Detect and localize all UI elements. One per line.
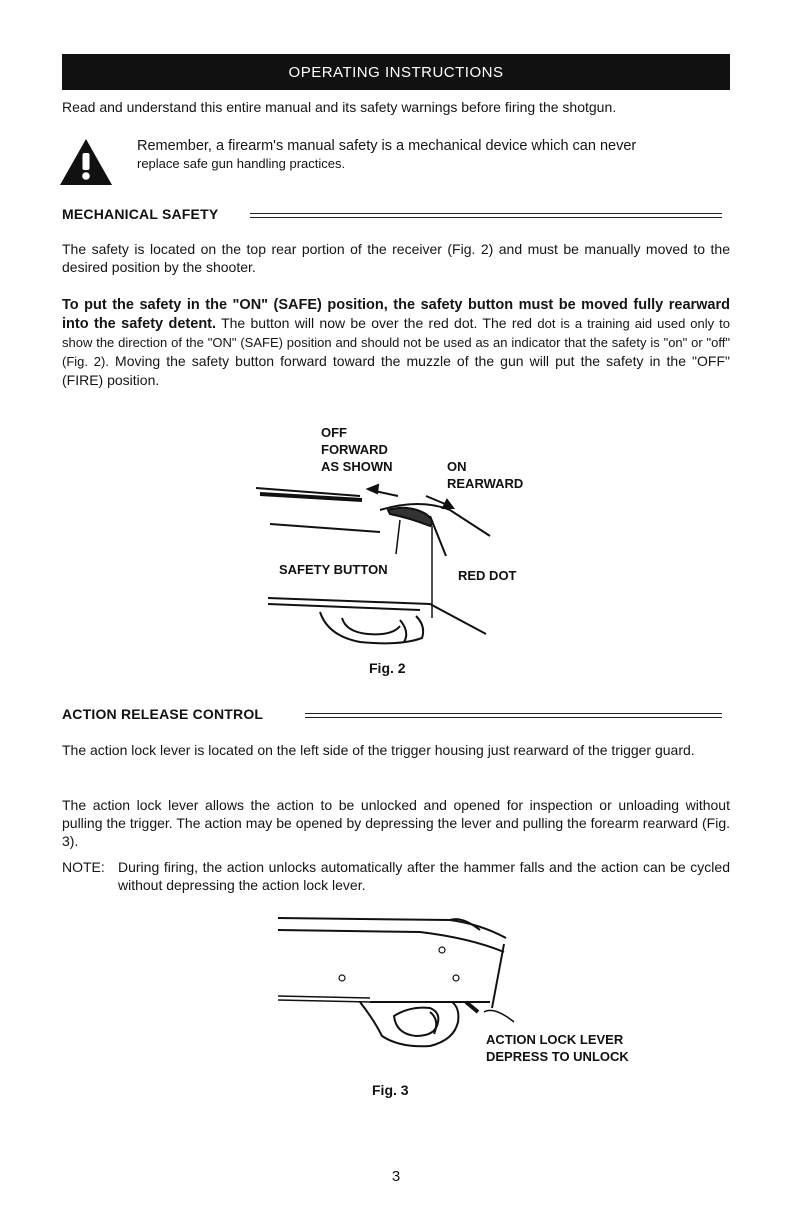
fig2-label-as-shown: AS SHOWN [321,459,393,474]
training-aid-text: dot is a training aid used only to show the direction of the "ON" (SAFE) position and should not be used as an indicator that the safety is "on" or "off" (Fig. 2). [62,316,731,369]
fig3-label-action-lock-lever: ACTION LOCK LEVER [486,1032,624,1047]
page-title-banner: OPERATING INSTRUCTIONS [62,54,730,90]
fig2-safety-illustration [250,470,550,650]
fig2-label-rearward: REARWARD [447,476,524,491]
fig2-label-forward: FORWARD [321,442,388,457]
fig2-label-red-dot: RED DOT [458,568,517,583]
action-release-paragraph-2: The action lock lever allows the action to be unlocked and opened for inspection or unloading without pulling the trigger. The action may be opened by depressing the lever and pulling the forearm rearward (Fig. 3). [62,797,730,849]
mechanical-safety-paragraph-2 [62,295,730,389]
page-number: 3 [391,1168,401,1185]
fig2-label-on: ON [447,459,467,474]
safety-on-instruction: To put the safety in the "ON" (SAFE) position, the safety button must be moved fully rearward into the safety detent. [62,297,730,332]
section-heading-mechanical-safety: MECHANICAL SAFETY [62,206,219,222]
fig3-caption: Fig. 3 [372,1082,409,1098]
section-heading-action-release: ACTION RELEASE CONTROL [62,706,264,722]
section-rule [305,713,722,718]
warning-triangle-icon [60,139,112,185]
fig2-caption: Fig. 2 [369,660,406,676]
warning-line-1: Remember, a firearm's manual safety is a mechanical device which can never [137,138,637,154]
fig2-label-off: OFF [321,425,347,440]
red-dot-text: The button will now be over the red dot. The red [216,315,533,331]
fig2-label-safety-button: SAFETY BUTTON [279,562,388,577]
fig3-label-depress-to-unlock: DEPRESS TO UNLOCK [486,1049,629,1064]
warning-text [137,137,732,173]
warning-line-2: replace safe gun handling practices. [137,156,346,171]
mechanical-safety-paragraph-1: The safety is located on the top rear portion of the receiver (Fig. 2) and must be manually moved to the desired position by the shooter. [62,241,730,275]
note-text: During firing, the action unlocks automatically after the hammer falls and the action can be cycled without depressing the action lock lever. [118,859,730,893]
section-rule [250,213,722,218]
action-release-paragraph-1: The action lock lever is located on the left side of the trigger housing just rearward of the trigger guard. [62,742,695,758]
safety-off-text: Moving the safety button forward toward the muzzle of the gun will put the safety in the "OFF" (FIRE) position. [62,353,730,388]
intro-text: Read and understand this entire manual and its safety warnings before firing the shotgun. [62,99,617,115]
note-label: NOTE: [62,859,105,875]
